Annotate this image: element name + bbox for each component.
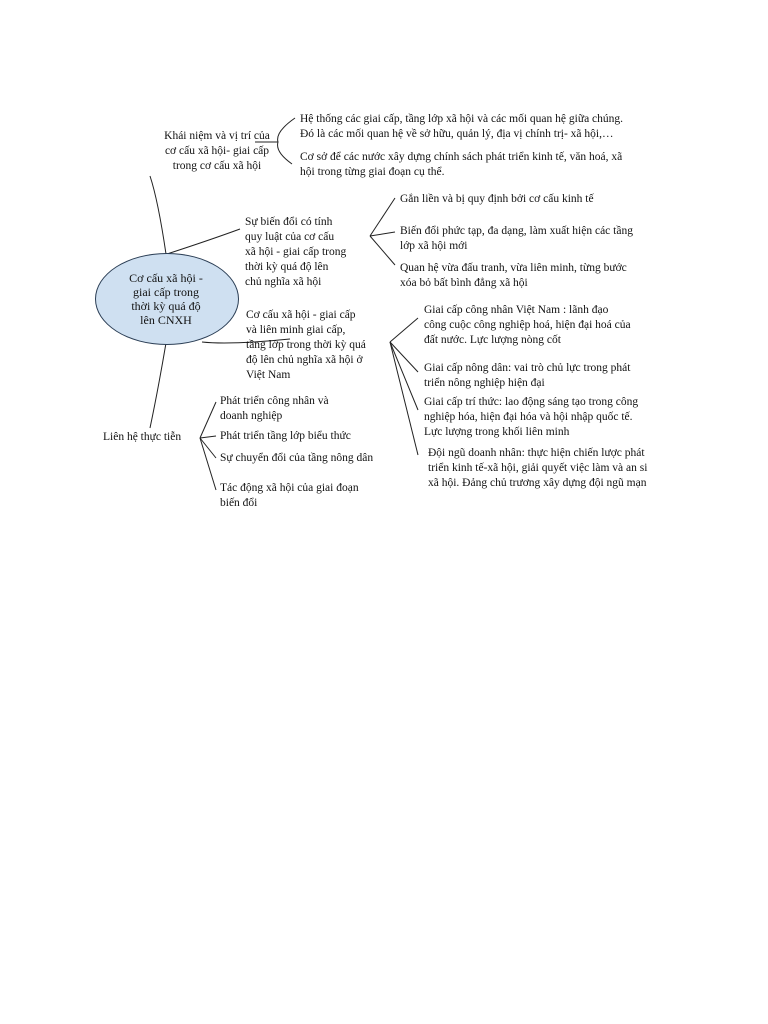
branch-alliance-label: Cơ cấu xã hội - giai cấp và liên minh giai cấp, tầng lớp trong thời kỳ quá độ lên chủ nghĩa xã hội ở Việt Nam <box>246 309 366 381</box>
alliance-leaf-3: Giai cấp trí thức: lao động sáng tạo trong công nghiệp hóa, hiện đại hóa và hội nhập quốc tế. Lực lượng trong khối liên minh <box>424 396 639 438</box>
connector-center-change <box>167 229 240 254</box>
branch-concept-label: Khái niệm và vị trí của cơ cấu xã hội- giai cấp trong cơ cấu xã hội <box>164 130 270 172</box>
change-leaf-3: Quan hệ vừa đấu tranh, vừa liên minh, từng bước xóa bỏ bất bình đẳng xã hội <box>400 262 627 289</box>
alliance-leaf-1: Giai cấp công nhân Việt Nam : lãnh đạo công cuộc công nghiệp hoá, hiện đại hoá của đất nước. Lực lượng nòng cốt <box>424 304 631 346</box>
connector-practice-leaf4 <box>200 438 216 490</box>
concept-leaf-1: Hệ thống các giai cấp, tầng lớp xã hội và các mối quan hệ giữa chúng. Đó là các mối quan hệ về sở hữu, quản lý, địa vị chính trị- xã hội,… <box>300 113 624 140</box>
branch-practice-label: Liên hệ thực tiễn <box>103 431 182 443</box>
change-leaf-2: Biến đổi phức tạp, đa dạng, làm xuất hiện các tầng lớp xã hội mới <box>400 225 633 252</box>
concept-leaf-2: Cơ sở để các nước xây dựng chính sách phát triển kinh tế, văn hoá, xã hội trong từng giai đoạn cụ thể. <box>300 151 623 178</box>
center-node-label: Cơ cấu xã hội - giai cấp trong thời kỳ quá độ lên CNXH <box>129 271 203 327</box>
practice-leaf-1: Phát triển công nhân và doanh nghiệp <box>220 395 329 422</box>
connector-center-concept <box>150 176 166 254</box>
alliance-leaf-4: Đội ngũ doanh nhân: thực hiện chiến lược phát triển kinh tế-xã hội, giải quyết việc làm và an si xã hội. Đảng chủ trương xây dựng đội ngũ mạn <box>428 447 648 489</box>
change-leaf-1: Gắn liền và bị quy định bởi cơ cấu kinh tế <box>400 193 594 205</box>
practice-leaf-3: Sự chuyển đổi của tầng nông dân <box>220 452 374 464</box>
connector-center-practice <box>150 343 166 428</box>
alliance-leaf-2: Giai cấp nông dân: vai trò chủ lực trong phát triển nông nghiệp hiện đại <box>424 362 631 389</box>
practice-leaf-4: Tác động xã hội của giai đoạn biến đổi <box>220 482 359 509</box>
practice-leaf-2: Phát triển tầng lớp biểu thức <box>220 430 351 442</box>
branch-change-label: Sự biến đổi có tính quy luật của cơ cấu xã hội - giai cấp trong thời kỳ quá độ lên chủ nghĩa xã hội <box>245 216 347 288</box>
